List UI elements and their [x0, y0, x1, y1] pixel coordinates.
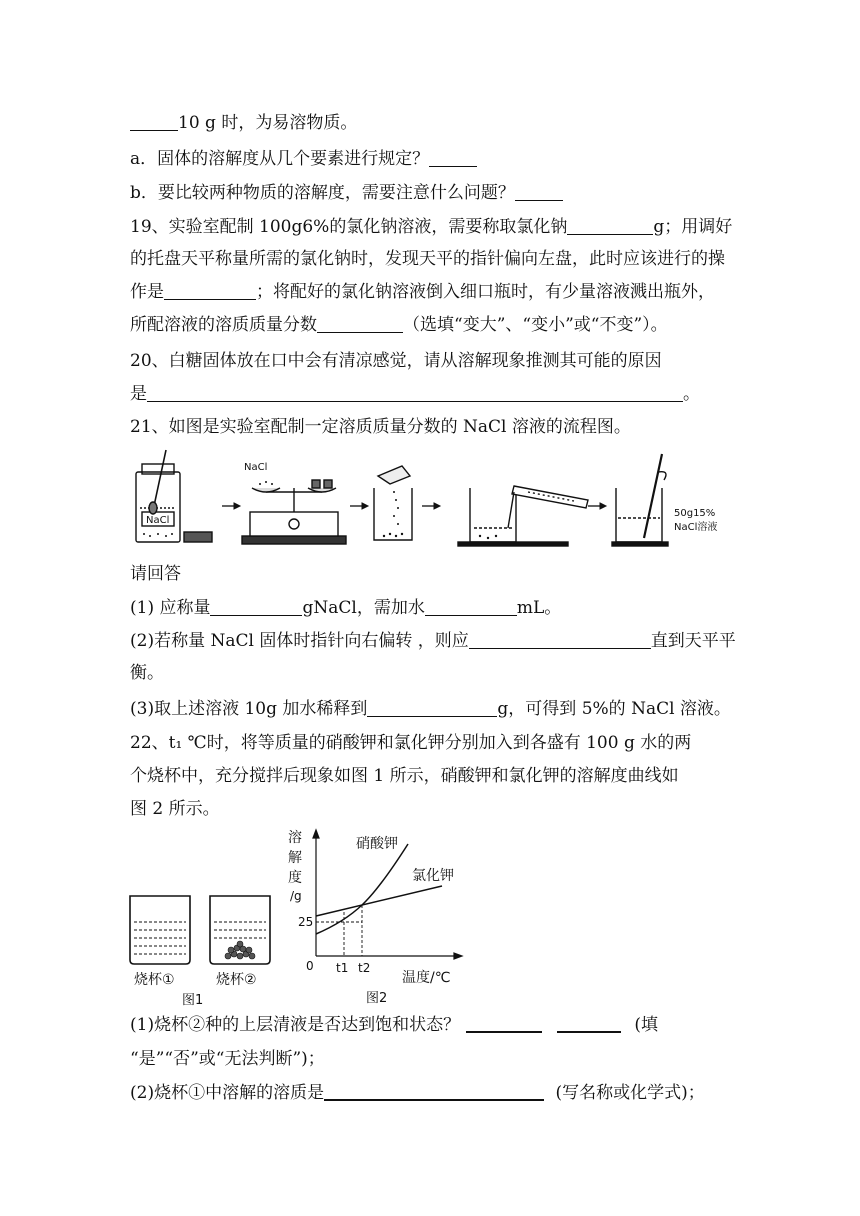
text-segment: (3)取上述溶液 10g 加水稀释到: [130, 699, 368, 719]
y-axis-label-char: 溶: [288, 830, 302, 846]
text-segment: 22、t₁ ℃时，将等质量的硝酸钾和氯化钾分别加入到各盛有 100 g 水的两: [130, 733, 692, 753]
x-tick-label: t2: [358, 961, 371, 975]
text-segment: 直到天平平: [650, 631, 736, 651]
text-segment: 20、白糖固体放在口中会有清凉感觉，请从溶解现象推测其可能的原因: [130, 351, 662, 371]
figure-2-solubility-curves: [284, 826, 470, 1008]
question-19-line: [130, 314, 668, 336]
question-20-line: [130, 350, 662, 372]
arrow-right-icon: [422, 503, 440, 509]
y-tick-label: 25: [298, 915, 314, 929]
answer-blank: [147, 385, 683, 402]
figure-1-caption: 图1: [182, 993, 204, 1006]
text-line: [130, 148, 477, 170]
answer-blank: [567, 218, 653, 235]
x-tick-label: t1: [336, 961, 349, 975]
question-21-part-3: [130, 698, 731, 720]
question-19-line: [130, 281, 715, 303]
text-segment: 的托盘天平称量所需的氯化钠时，发现天平的指针偏向左盘，此时应该进行的操: [130, 249, 725, 269]
beaker-1-icon: [130, 896, 190, 964]
text-segment: 10 g 时，为易溶物质。: [178, 113, 358, 133]
bottle-label: NaCl: [146, 515, 170, 526]
beaker-1-label: 烧杯①: [134, 972, 175, 988]
figure-1-beakers: [124, 884, 284, 1006]
text-segment: 作是: [130, 282, 164, 302]
beaker-2-icon: [210, 896, 270, 964]
balance-label: NaCl: [244, 462, 268, 473]
text-segment: 图 2 所示。: [130, 799, 220, 819]
x-axis-label: 温度/℃: [402, 970, 451, 986]
question-20-line: [130, 383, 700, 405]
question-22-part-2: [130, 1082, 705, 1104]
arrow-right-icon: [588, 503, 606, 509]
arrow-right-icon: [350, 503, 368, 509]
kno3-curve-label: 硝酸钾: [356, 836, 398, 852]
text-segment: 19、实验室配制 100g6%的氯化钠溶液，需要称取氯化钠: [130, 217, 568, 237]
text-segment: (2)若称量 NaCl 固体时指针向右偏转 ，则应: [130, 631, 469, 651]
answer-blank: [466, 1015, 542, 1033]
text-line: [130, 182, 563, 204]
text-segment: (2)烧杯①中溶解的溶质是: [130, 1083, 325, 1103]
text-segment: 所配溶液的溶质质量分数: [130, 315, 317, 335]
answer-blank: [429, 150, 477, 167]
graduated-cylinder-pouring-icon: [458, 486, 588, 546]
text-segment: 是: [130, 384, 147, 404]
origin-label: 0: [306, 959, 314, 973]
question-22-part-1-cont: [130, 1048, 325, 1070]
balance-icon: [242, 480, 346, 544]
question-19-line: [130, 248, 725, 270]
question-21-part-1: [130, 597, 561, 619]
result-label-line2: NaCl溶液: [674, 522, 718, 533]
text-segment: b．要比较两种物质的溶解度，需要注意什么问题？: [130, 183, 515, 203]
beaker-pouring-icon: [374, 466, 412, 540]
question-22-line: [130, 765, 679, 787]
question-21-part-2: [130, 630, 736, 652]
answer-blank: [515, 184, 563, 201]
text-segment: 。: [683, 384, 700, 404]
answer-blank: [164, 283, 256, 300]
beaker-stirring-icon: [612, 454, 668, 546]
text-segment: gNaCl，需加水: [302, 598, 425, 618]
y-axis-label-char: /g: [290, 889, 302, 903]
text-segment: (1) 应称量: [130, 598, 211, 618]
text-segment: (1)烧杯②种的上层清液是否达到饱和状态？: [130, 1015, 461, 1035]
question-19-line: [130, 216, 732, 238]
answer-blank: [210, 599, 302, 616]
question-22-line: [130, 798, 220, 820]
text-segment: 衡。: [130, 663, 164, 683]
text-segment: g；用调好: [653, 217, 733, 237]
text-segment: a．固体的溶解度从几个要素进行规定？: [130, 149, 430, 169]
text-segment: 请回答: [130, 564, 181, 584]
figure-2-caption: 图2: [366, 991, 388, 1006]
result-label-line1: 50g15%: [674, 508, 716, 519]
kcl-curve: [316, 886, 442, 916]
text-segment: ；将配好的氯化钠溶液倒入细口瓶时，有少量溶液溅出瓶外，: [256, 282, 715, 302]
question-21-line: [130, 416, 631, 438]
reagent-bottle-icon: [136, 450, 212, 542]
text-line: [130, 112, 357, 134]
y-axis-label-char: 度: [288, 870, 302, 886]
kcl-curve-label: 氯化钾: [412, 868, 454, 884]
text-segment: (填: [634, 1015, 658, 1035]
answer-blank: [557, 1015, 621, 1033]
text-segment: “是”“否”或“无法判断”)；: [130, 1049, 325, 1069]
answer-blank: [324, 1083, 544, 1101]
text-segment: （选填“变大”、“变小”或“不变”）。: [403, 315, 668, 335]
answer-prompt: [130, 563, 181, 585]
text-segment: (写名称或化学式)；: [555, 1083, 705, 1103]
answer-blank: [367, 700, 497, 717]
answer-blank: [130, 114, 178, 131]
y-axis-label: [288, 829, 302, 903]
y-axis-label-char: 解: [288, 850, 302, 866]
answer-blank: [317, 316, 403, 333]
beaker-2-label: 烧杯②: [216, 972, 257, 988]
nacl-preparation-flow-figure: [128, 448, 728, 554]
question-21-part-2-cont: [130, 662, 164, 684]
answer-blank: [425, 599, 517, 616]
question-22-part-1: [130, 1014, 658, 1036]
curves: [316, 844, 442, 934]
text-segment: mL。: [516, 598, 562, 618]
text-segment: g，可得到 5%的 NaCl 溶液。: [497, 699, 731, 719]
answer-blank: [469, 632, 651, 649]
text-segment: 21、如图是实验室配制一定溶质质量分数的 NaCl 溶液的流程图。: [130, 417, 631, 437]
text-segment: 个烧杯中，充分搅拌后现象如图 1 所示，硝酸钾和氯化钾的溶解度曲线如: [130, 766, 679, 786]
arrow-right-icon: [222, 503, 240, 509]
question-22-line: [130, 732, 691, 754]
